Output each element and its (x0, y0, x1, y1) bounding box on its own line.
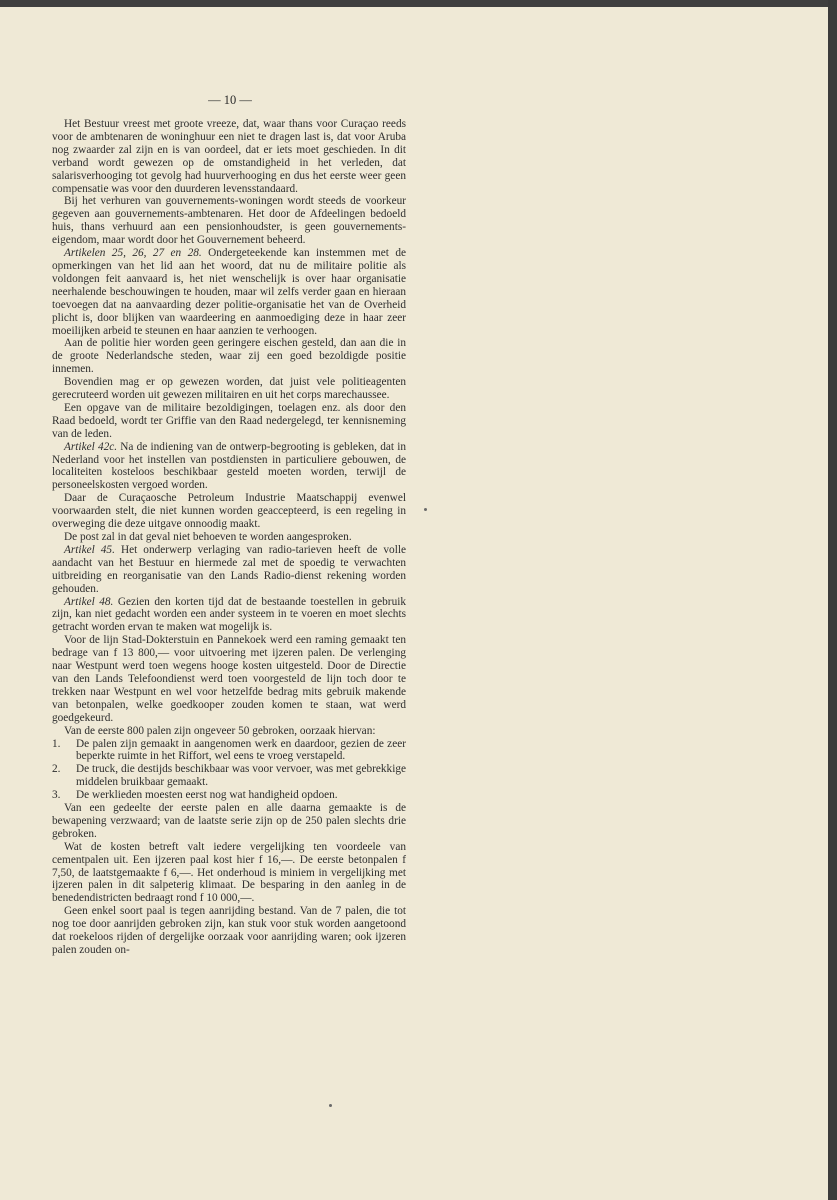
paragraph: Daar de Curaçaosche Petroleum Industrie Maatschappij evenwel voorwaarden stelt, die niet kunnen worden geaccepteerd, is een regeling in overweging die deze uitgave onnoodig maakt. (52, 492, 406, 531)
paragraph: Artikelen 25, 26, 27 en 28. Ondergeteekende kan instemmen met de opmerkingen van het lid aan het woord, dat nu de militaire politie als voldongen feit aanvaard is, het niet wenschelijk is over haar organisatie neerhalende beschouwingen te houden, maar wil zelfs verder gaan en hieraan toevoegen dat na aanvaarding dezer politie-organisatie het van de Overheid plicht is, door blijken van waardeering en aanmoediging deze in haar zeer moeilijken arbeid te steunen en haar aanzien te verhoogen. (52, 247, 406, 337)
article-heading: Artikel 42c. (64, 440, 118, 453)
paragraph: Een opgave van de militaire bezoldigingen, toelagen enz. als door den Raad bedoeld, wordt ter Griffie van den Raad nedergelegd, ter kennisneming van de leden. (52, 401, 406, 440)
article-heading: Artikel 45. (64, 543, 115, 556)
paragraph: Artikel 42c. Na de indiening van de ontwerp-begrooting is gebleken, dat in Nederland voor het instellen van postdiensten in particuliere gebouwen, de localiteiten kosteloos beschikbaar gesteld moeten worden, terwijl de personeelskosten vergoed worden. (52, 440, 406, 492)
list-item: 2. De truck, die destijds beschikbaar was voor vervoer, was met gebrekkige middelen bruikbaar gemaakt. (52, 763, 406, 789)
article-heading: Artikelen 25, 26, 27 en 28. (64, 247, 202, 260)
paragraph: Geen enkel soort paal is tegen aanrijding bestand. Van de 7 palen, die tot nog toe door aanrijden gebroken zijn, kan stuk voor stuk worden aangetoond dat roekeloos rijden of dergelijke oorzaak voor aanrijding waren; ook ijzeren palen zouden on- (52, 905, 406, 956)
list-item: 3. De werklieden moesten eerst nog wat handigheid opdoen. (52, 789, 338, 802)
list-item: 1. De palen zijn gemaakt in aangenomen werk en daardoor, gezien de zeer beperkte ruimte in het Riffort, wel eens te vroeg verstapeld. (52, 737, 406, 763)
paragraph: Aan de politie hier worden geen geringere eischen gesteld, dan aan die in de groote Nederlandsche steden, waar zij een goed bezoldigde positie innemen. (52, 337, 406, 376)
paragraph: Wat de kosten betreft valt iedere vergelijking ten voordeele van cementpalen uit. Een ijzeren paal kost hier f 16,—. De eerste betonpalen f 7,50, de laatstgemaakte f 6,—. Het onderhoud is miniem in vergelijking met ijzeren palen in dit salpeterig klimaat. De besparing in den aanleg in de benedendistricten bedraagt rond f 10 000,—. (52, 840, 406, 905)
page-number: — 10 — (208, 93, 252, 107)
body-text (52, 118, 406, 957)
paragraph: Van een gedeelte der eerste palen en alle daarna gemaakte is de bewapening verzwaard; van de laatste serie zijn op de 250 palen slechts drie gebroken. (52, 802, 406, 840)
paragraph: Voor de lijn Stad-Dokterstuin en Pannekoek werd een raming gemaakt ten bedrage van f 13 800,— voor uitvoering met ijzeren palen. De verlenging naar Westpunt werd toen wegens hooge kosten uitgesteld. Door de Directie van den Lands Telefoondienst werd toen voorgesteld de lijn toch door te trekken naar Westpunt en wel voor hetzelfde bedrag mits gebruik makende van betonpalen, welke goedkooper zouden komen te staan, wat werd goedgekeurd. (52, 634, 406, 724)
paragraph: De post zal in dat geval niet behoeven te worden aangesproken. (64, 531, 352, 543)
paper-speck (329, 1104, 332, 1107)
paper-speck (424, 508, 427, 511)
paragraph: Van de eerste 800 palen zijn ongeveer 50 gebroken, oorzaak hiervan: (64, 724, 376, 737)
scan-top-border (0, 0, 837, 7)
paragraph: Artikel 48. Gezien den korten tijd dat de bestaande toestellen in gebruik zijn, kan niet gedacht worden een ander systeem in te voeren en moet slechts getracht worden ervan te maken wat mogelijk is. (52, 595, 407, 634)
scan-right-border (828, 0, 837, 1200)
article-heading: Artikel 48. (64, 595, 114, 608)
paragraph: Bij het verhuren van gouvernements-woningen wordt steeds de voorkeur gegeven aan gouvernements-ambtenaren. Het door de Afdeelingen bedoeld huis, thans verhuurd aan een pensionhoudster, is geen gouvernements-eigendom, maar wordt door het Gouvernement beheerd. (52, 195, 406, 247)
paragraph: Artikel 45. Het onderwerp verlaging van radio-tarieven heeft de volle aandacht van het Bestuur en hiermede zal met de spoedig te verwachten uitbreiding en reorganisatie van den Lands Radio-dienst rekening worden gehouden. (52, 543, 406, 595)
paragraph: Bovendien mag er op gewezen worden, dat juist vele politieagenten gerecruteerd worden uit gewezen militairen en uit het corps marechaussee. (52, 376, 406, 402)
paragraph: Het Bestuur vreest met groote vreeze, dat, waar thans voor Curaçao reeds voor de ambtenaren de woninghuur een niet te dragen last is, dat voor Aruba nog zwaarder zal zijn en is van oordeel, dat er iets moet geschieden. In dit verband wordt gewezen op de omstandigheid in het verleden, dat salarisverhooging tot gevolg had huurverhooging en dus het eerste weer geen compensatie was voor den duurderen levensstandaard. (52, 118, 406, 195)
